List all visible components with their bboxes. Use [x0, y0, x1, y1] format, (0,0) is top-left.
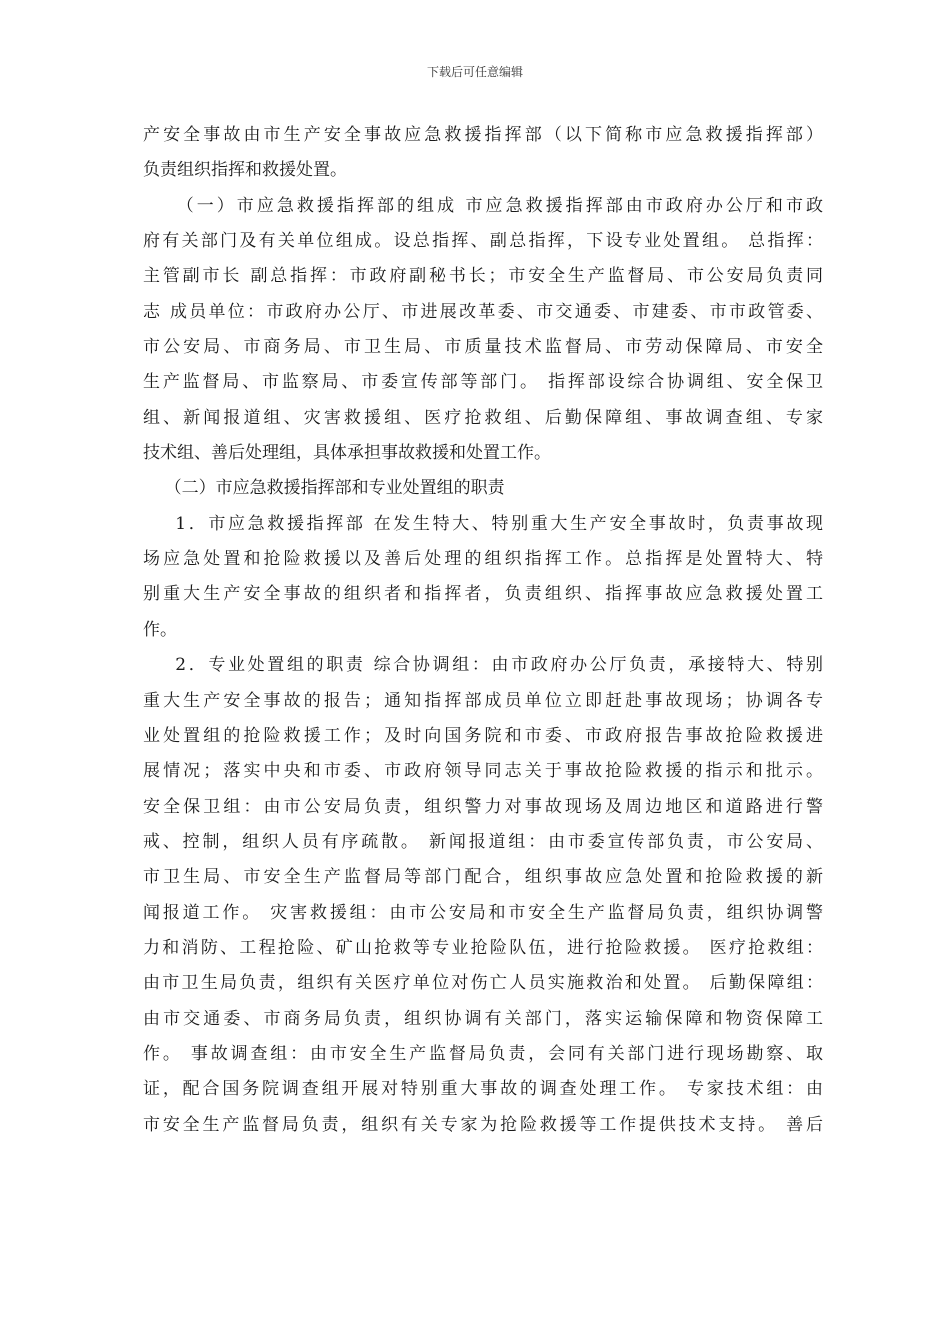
text-line: 戒、控制，组织人员有序疏散。 新闻报道组：由市委宣传部负责，市公安局、	[143, 831, 823, 852]
text-line: 由市卫生局负责，组织有关医疗单位对伤亡人员实施救治和处置。 后勤保障组：	[143, 973, 823, 994]
text-line: 闻报道工作。 灾害救援组：由市公安局和市安全生产监督局负责，组织协调警	[143, 902, 823, 923]
text-line: 市公安局、市商务局、市卫生局、市质量技术监督局、市劳动保障局、市安全	[143, 337, 823, 358]
text-line: 组、新闻报道组、灾害救援组、医疗抢救组、后勤保障组、事故调查组、专家	[143, 407, 823, 428]
text-line: 作。 事故调查组：由市安全生产监督局负责，会同有关部门进行现场勘察、取	[143, 1043, 823, 1064]
document-body	[143, 118, 823, 1143]
text-line: 力和消防、工程抢险、矿山抢救等专业抢险队伍，进行抢险救援。 医疗抢救组：	[143, 937, 823, 958]
text-line: （二）市应急救援指挥部和专业处置组的职责	[143, 478, 505, 499]
text-line: 重大生产安全事故的报告；通知指挥部成员单位立即赶赴事故现场；协调各专	[143, 690, 823, 711]
text-line: 府有关部门及有关单位组成。设总指挥、副总指挥，下设专业处置组。 总指挥：	[143, 231, 823, 252]
text-line: 产安全事故由市生产安全事故应急救援指挥部（以下简称市应急救援指挥部）	[143, 125, 823, 145]
text-line: 作。	[143, 619, 177, 640]
text-line: 负责组织指挥和救援处置。	[143, 160, 347, 181]
text-line: 主管副市长 副总指挥：市政府副秘书长；市安全生产监督局、市公安局负责同	[143, 266, 823, 287]
text-line: （一）市应急救援指挥部的组成 市应急救援指挥部由市政府办公厅和市政	[143, 195, 823, 216]
text-line: 别重大生产安全事故的组织者和指挥者，负责组织、指挥事故应急救援处置工	[143, 584, 823, 605]
text-line: 安全保卫组：由市公安局负责，组织警力对事故现场及周边地区和道路进行警	[143, 796, 823, 817]
text-line: 志 成员单位：市政府办公厅、市进展改革委、市交通委、市建委、市市政管委、	[143, 301, 823, 322]
text-line: 场应急处置和抢险救援以及善后处理的组织指挥工作。总指挥是处置特大、特	[143, 549, 823, 570]
text-line: 证，配合国务院调查组开展对特别重大事故的调查处理工作。 专家技术组：由	[143, 1079, 823, 1100]
text-line: 市卫生局、市安全生产监督局等部门配合，组织事故应急处置和抢险救援的新	[143, 867, 823, 888]
page-header-note: 下载后可任意编辑	[426, 65, 523, 79]
text-line: 技术组、善后处理组，具体承担事故救援和处置工作。	[143, 443, 551, 464]
text-line: 2．专业处置组的职责 综合协调组：由市政府办公厅负责，承接特大、特别	[143, 655, 823, 676]
text-line: 由市交通委、市商务局负责，组织协调有关部门，落实运输保障和物资保障工	[143, 1008, 823, 1029]
text-line: 展情况；落实中央和市委、市政府领导同志关于事故抢险救援的指示和批示。	[143, 761, 823, 782]
text-line: 市安全生产监督局负责，组织有关专家为抢险救援等工作提供技术支持。 善后	[143, 1114, 823, 1135]
text-line: 1．市应急救援指挥部 在发生特大、特别重大生产安全事故时，负责事故现	[143, 513, 823, 534]
text-line: 业处置组的抢险救援工作；及时向国务院和市委、市政府报告事故抢险救援进	[143, 725, 823, 746]
text-line: 生产监督局、市监察局、市委宣传部等部门。 指挥部设综合协调组、安全保卫	[143, 372, 823, 393]
